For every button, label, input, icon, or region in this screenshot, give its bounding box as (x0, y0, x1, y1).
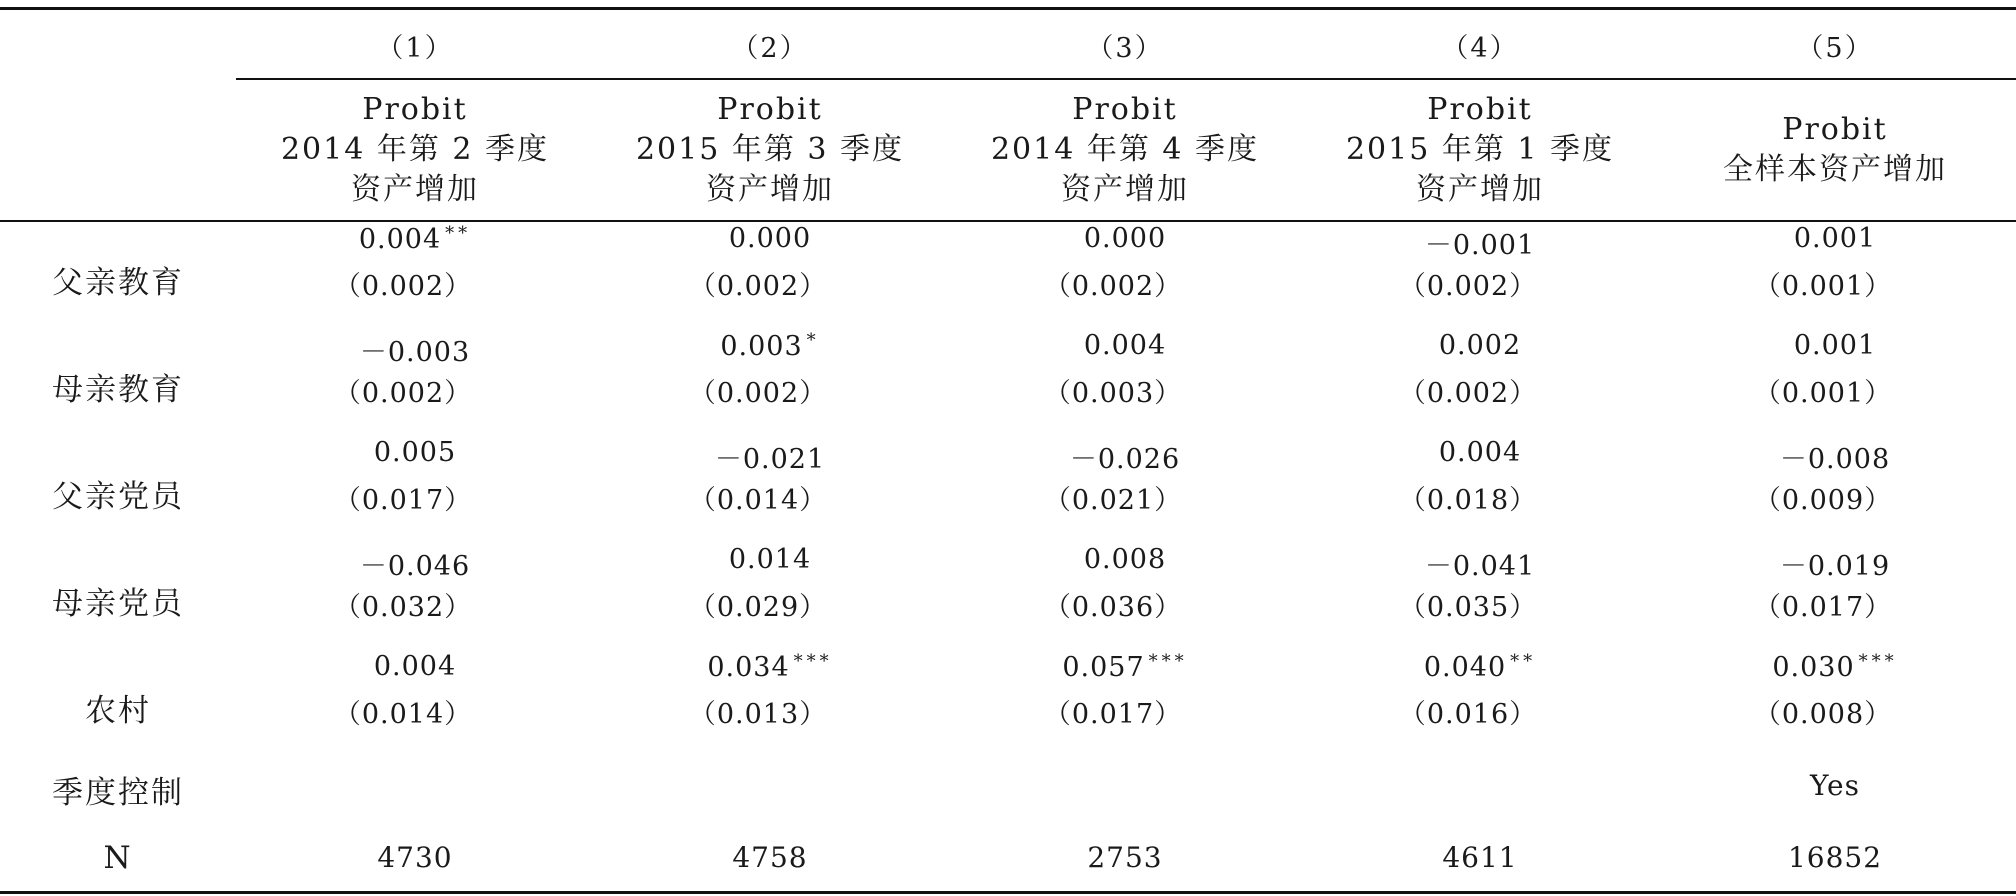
coefficient-value: －0.019 (1779, 551, 1891, 582)
coefficient-value: 0.004 (1438, 437, 1522, 468)
coefficient (955, 437, 1295, 476)
coefficient (955, 544, 1295, 575)
coefficient (600, 223, 940, 254)
observation-count: 16852 (1787, 841, 1883, 874)
significance-stars: *** (1858, 651, 1898, 672)
top-rule (0, 7, 2016, 10)
coefficient-value: 0.004 (358, 224, 442, 255)
column-header (955, 90, 1295, 210)
standard-error: （0.017） (333, 485, 473, 516)
coefficient (245, 651, 585, 682)
coefficient (600, 651, 940, 683)
row-label: 农村 (85, 693, 151, 729)
coefficient-value: 0.002 (1438, 330, 1522, 361)
control-value: Yes (1810, 769, 1860, 802)
coefficient (1665, 223, 2005, 254)
coefficient (1665, 651, 2005, 683)
standard-error: （0.002） (1398, 378, 1538, 409)
standard-error: （0.016） (1398, 699, 1538, 730)
coefficient (1665, 330, 2005, 361)
column-number: （5） (1796, 33, 1874, 64)
coefficient-value: －0.001 (1424, 230, 1536, 261)
coefficient (955, 651, 1295, 683)
coefficient (1665, 544, 2005, 583)
coefficient (1310, 651, 1650, 683)
standard-error: （0.001） (1753, 271, 1893, 302)
standard-error: （0.029） (688, 592, 828, 623)
coefficient-value: 0.014 (728, 544, 812, 575)
observation-count: 4730 (377, 841, 453, 874)
column-number-rule (236, 78, 2016, 80)
coefficient-value: 0.057 (1062, 652, 1145, 683)
column-header (1665, 110, 2005, 190)
column-sample: 全样本资产增加 (1723, 152, 1947, 187)
standard-error: （0.002） (1043, 271, 1183, 302)
coefficient-value: 0.001 (1793, 223, 1877, 254)
column-method: Probit (1782, 112, 1888, 147)
coefficient-value: 0.003 (720, 331, 803, 362)
header-bottom-rule (0, 220, 2016, 222)
coefficient-value: －0.008 (1779, 444, 1891, 475)
coefficient (245, 544, 585, 583)
standard-error: （0.001） (1753, 378, 1893, 409)
coefficient (1310, 223, 1650, 262)
coefficient-value: －0.021 (714, 444, 826, 475)
column-outcome: 资产增加 (351, 172, 479, 207)
standard-error: （0.017） (1043, 699, 1183, 730)
significance-stars: *** (1148, 651, 1188, 672)
significance-stars: ** (1510, 651, 1537, 672)
standard-error: （0.008） (1753, 699, 1893, 730)
standard-error: （0.002） (333, 378, 473, 409)
coefficient-value: 0.005 (373, 437, 457, 468)
standard-error: （0.017） (1753, 592, 1893, 623)
column-number: （3） (1086, 33, 1164, 64)
row-label: N (103, 840, 133, 876)
row-label: 母亲教育 (52, 372, 184, 408)
standard-error: （0.009） (1753, 485, 1893, 516)
coefficient (245, 223, 585, 255)
coefficient (600, 437, 940, 476)
standard-error: （0.002） (688, 271, 828, 302)
standard-error: （0.003） (1043, 378, 1183, 409)
coefficient (1310, 330, 1650, 361)
bottom-rule (0, 891, 2016, 894)
coefficient-value: 0.001 (1793, 330, 1877, 361)
coefficient-value: 0.030 (1772, 652, 1855, 683)
coefficient-value: 0.000 (728, 223, 812, 254)
coefficient (1310, 544, 1650, 583)
coefficient-value: －0.041 (1424, 551, 1536, 582)
coefficient (955, 330, 1295, 361)
standard-error: （0.021） (1043, 485, 1183, 516)
column-sample: 2014 年第 2 季度 (280, 132, 550, 167)
standard-error: （0.018） (1398, 485, 1538, 516)
column-number: （1） (376, 33, 454, 64)
coefficient-value: －0.003 (359, 337, 471, 368)
standard-error: （0.014） (333, 699, 473, 730)
coefficient (955, 223, 1295, 254)
standard-error: （0.014） (688, 485, 828, 516)
standard-error: （0.002） (688, 378, 828, 409)
column-outcome: 资产增加 (1416, 172, 1544, 207)
coefficient (1310, 437, 1650, 468)
column-method: Probit (1072, 92, 1178, 127)
standard-error: （0.013） (688, 699, 828, 730)
coefficient-value: 0.034 (707, 652, 790, 683)
significance-stars: * (806, 330, 820, 351)
coefficient (245, 437, 585, 468)
standard-error: （0.002） (1398, 271, 1538, 302)
column-method: Probit (1427, 92, 1533, 127)
column-outcome: 资产增加 (706, 172, 834, 207)
column-sample: 2015 年第 3 季度 (635, 132, 905, 167)
row-label: 季度控制 (52, 775, 184, 811)
coefficient (1665, 437, 2005, 476)
coefficient-value: 0.040 (1423, 652, 1507, 683)
column-outcome: 资产增加 (1061, 172, 1189, 207)
coefficient (600, 330, 940, 362)
coefficient (600, 544, 940, 575)
coefficient-value: 0.008 (1083, 544, 1167, 575)
row-label: 母亲党员 (52, 586, 184, 622)
coefficient-value: 0.000 (1083, 223, 1167, 254)
observation-count: 4758 (732, 841, 808, 874)
coefficient (245, 330, 585, 369)
standard-error: （0.032） (333, 592, 473, 623)
observation-count: 4611 (1442, 841, 1518, 874)
standard-error: （0.036） (1043, 592, 1183, 623)
column-number: （4） (1441, 33, 1519, 64)
standard-error: （0.002） (333, 271, 473, 302)
column-method: Probit (717, 92, 823, 127)
column-header (245, 90, 585, 210)
row-label: 父亲教育 (52, 265, 184, 301)
coefficient-value: －0.046 (359, 551, 471, 582)
column-sample: 2014 年第 4 季度 (990, 132, 1260, 167)
column-method: Probit (362, 92, 468, 127)
coefficient-value: 0.004 (373, 651, 457, 682)
row-label: 父亲党员 (52, 479, 184, 515)
observation-count: 2753 (1087, 841, 1163, 874)
standard-error: （0.035） (1398, 592, 1538, 623)
column-sample: 2015 年第 1 季度 (1345, 132, 1615, 167)
significance-stars: ** (445, 223, 472, 244)
column-header (600, 90, 940, 210)
column-header (1310, 90, 1650, 210)
coefficient-value: －0.026 (1069, 444, 1181, 475)
coefficient-value: 0.004 (1083, 330, 1167, 361)
column-number: （2） (731, 33, 809, 64)
significance-stars: *** (793, 651, 833, 672)
